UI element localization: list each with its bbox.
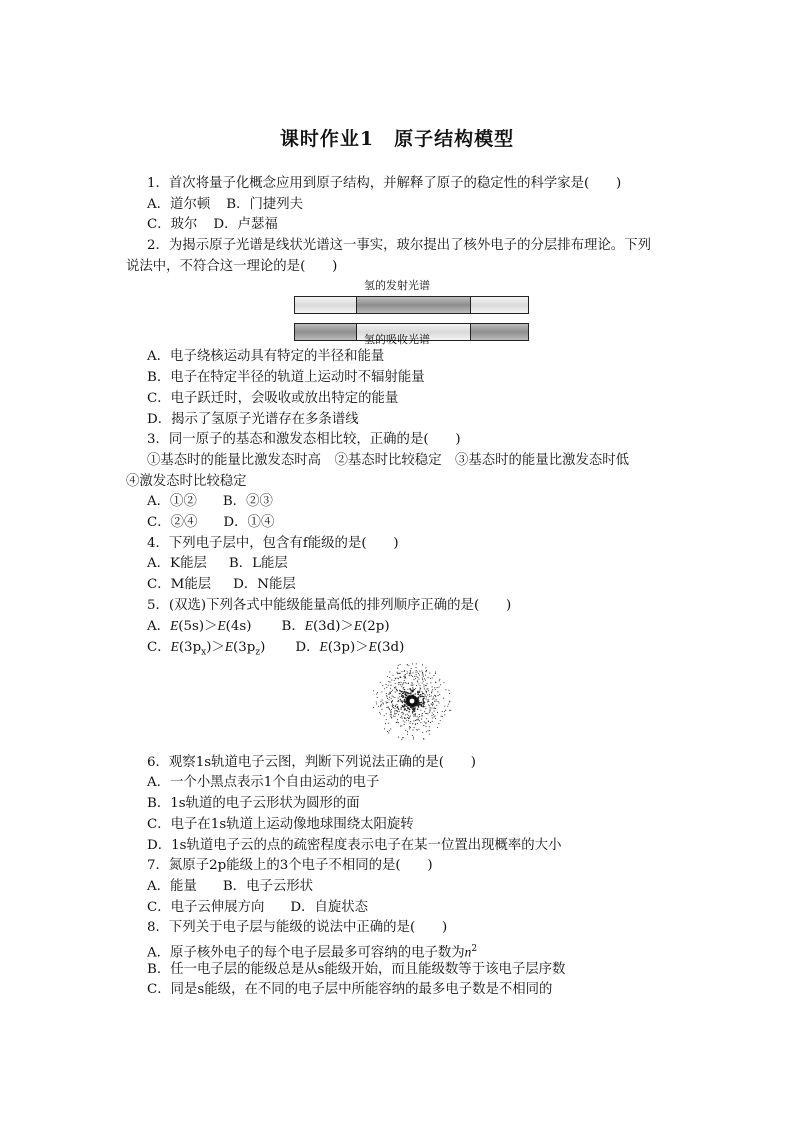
q6-option-c: C．电子在1s轨道上运动像地球围绕太阳旋转 xyxy=(147,816,414,832)
q7-option-a: A．能量 xyxy=(147,878,197,894)
q4-option-b: B．L能层 xyxy=(228,556,288,572)
q5-option-c: C．$E(3p_x)>E(3p_z)$ xyxy=(147,639,266,658)
q6-option-d: D．1s轨道电子云的点的疏密程度表示电子在某一位置出现概率的大小 xyxy=(147,837,562,853)
question-7-stem: 7．氮原子2p能级上的3个电子不相同的是( ) xyxy=(147,858,433,874)
q8-option-a: A．原子核外电子的每个电子层最多可容纳的电子数为$n^2$ xyxy=(147,943,478,961)
question-list xyxy=(126,174,687,1001)
q7-option-c: C．电子云伸展方向 xyxy=(147,899,265,915)
electron-cloud-figure xyxy=(147,658,687,753)
question-7-options-ab xyxy=(147,877,687,898)
question-3-options-cd xyxy=(147,513,687,534)
emission-spectrum-bar xyxy=(294,296,529,314)
question-8-stem: 8．下列关于电子层与能级的说法中正确的是( ) xyxy=(147,920,448,936)
q1-option-b: B．门捷列夫 xyxy=(226,196,304,212)
q6-option-a: A．一个小黑点表示1个自由运动的电子 xyxy=(147,775,380,791)
question-5-options-ab xyxy=(147,616,687,637)
q5-option-d: D．E(3p)＞E(3d) xyxy=(295,639,405,656)
q1-option-a: A．道尔顿 xyxy=(147,196,211,212)
q7-option-b: B．电子云形状 xyxy=(222,878,314,894)
question-5-options-cd xyxy=(147,637,687,658)
question-3-stem: 3．同一原子的基态和激发态相比较，正确的是( ) xyxy=(147,432,461,448)
q3-option-a: A．①② xyxy=(147,494,197,510)
q1-option-d: D．卢瑟福 xyxy=(213,217,278,233)
question-2-stem-line1: 2．为揭示原子光谱是线状光谱这一事实，玻尔提出了核外电子的分层排布理论。下列 xyxy=(147,238,651,254)
question-4-options-ab xyxy=(147,554,687,575)
q3-option-d: D．①④ xyxy=(223,514,275,530)
question-1-options-cd xyxy=(147,215,687,236)
hydrogen-spectrum-figure xyxy=(147,277,687,347)
q2-option-b: B．电子在特定半径的轨道上运动时不辐射能量 xyxy=(147,370,425,386)
q2-option-a: A．电子绕核运动具有特定的半径和能量 xyxy=(147,349,385,365)
question-1-stem: 1．首次将量子化概念应用到原子结构，并解释了原子的稳定性的科学家是( ) xyxy=(147,176,622,191)
question-2-stem-line2: 说法中，不符合这一理论的是( ) xyxy=(126,258,338,274)
q2-option-d: D．揭示了氢原子光谱存在多条谱线 xyxy=(147,411,359,427)
q8-option-b: B．任一电子层的能级总是从s能级开始，而且能级数等于该电子层序数 xyxy=(147,961,566,977)
q7-option-d: D．自旋状态 xyxy=(290,899,369,915)
question-1-options-ab xyxy=(147,195,687,216)
question-6-stem: 6．观察1s轨道电子云图，判断下列说法正确的是( ) xyxy=(147,754,476,770)
page-title: 课时作业1 原子结构模型 xyxy=(279,128,515,150)
question-7-options-cd xyxy=(147,898,687,919)
q2-option-c: C．电子跃迁时，会吸收或放出特定的能量 xyxy=(147,390,399,406)
q5-option-a: A．E(5s)＞E(4s) xyxy=(147,618,252,635)
q3-option-b: B．②③ xyxy=(222,494,273,510)
q3-option-c: C．②④ xyxy=(147,514,198,530)
question-4-options-cd xyxy=(147,575,687,596)
absorption-spectrum-label: 氢的吸收光谱 xyxy=(364,333,430,347)
emission-spectrum-label: 氢的发射光谱 xyxy=(364,279,430,293)
q4-option-d: D．N能层 xyxy=(233,577,296,592)
question-3-items-line1: ①基态时的能量比激发态时高 ②基态时比较稳定 ③基态时的能量比激发态时低 xyxy=(147,452,630,468)
question-4-stem: 4．下列电子层中，包含有f能级的是( ) xyxy=(147,535,399,551)
1s-electron-cloud-image xyxy=(369,658,455,744)
question-3-options-ab xyxy=(147,492,687,513)
q6-option-b: B．1s轨道的电子云形状为圆形的面 xyxy=(147,796,360,812)
q1-option-c: C．玻尔 xyxy=(147,217,198,233)
q8-option-c: C．同是s能级，在不同的电子层中所能容纳的最多电子数是不相同的 xyxy=(147,982,553,998)
question-3-items-line2: ④激发态时比较稳定 xyxy=(126,473,247,489)
q5-option-b: B．E(3d)＞E(2p) xyxy=(281,618,390,635)
q4-option-a: A．K能层 xyxy=(147,556,207,572)
question-5-stem: 5．(双选)下列各式中能级能量高低的排列顺序正确的是( ) xyxy=(147,597,512,613)
q4-option-c: C．M能层 xyxy=(147,577,212,592)
